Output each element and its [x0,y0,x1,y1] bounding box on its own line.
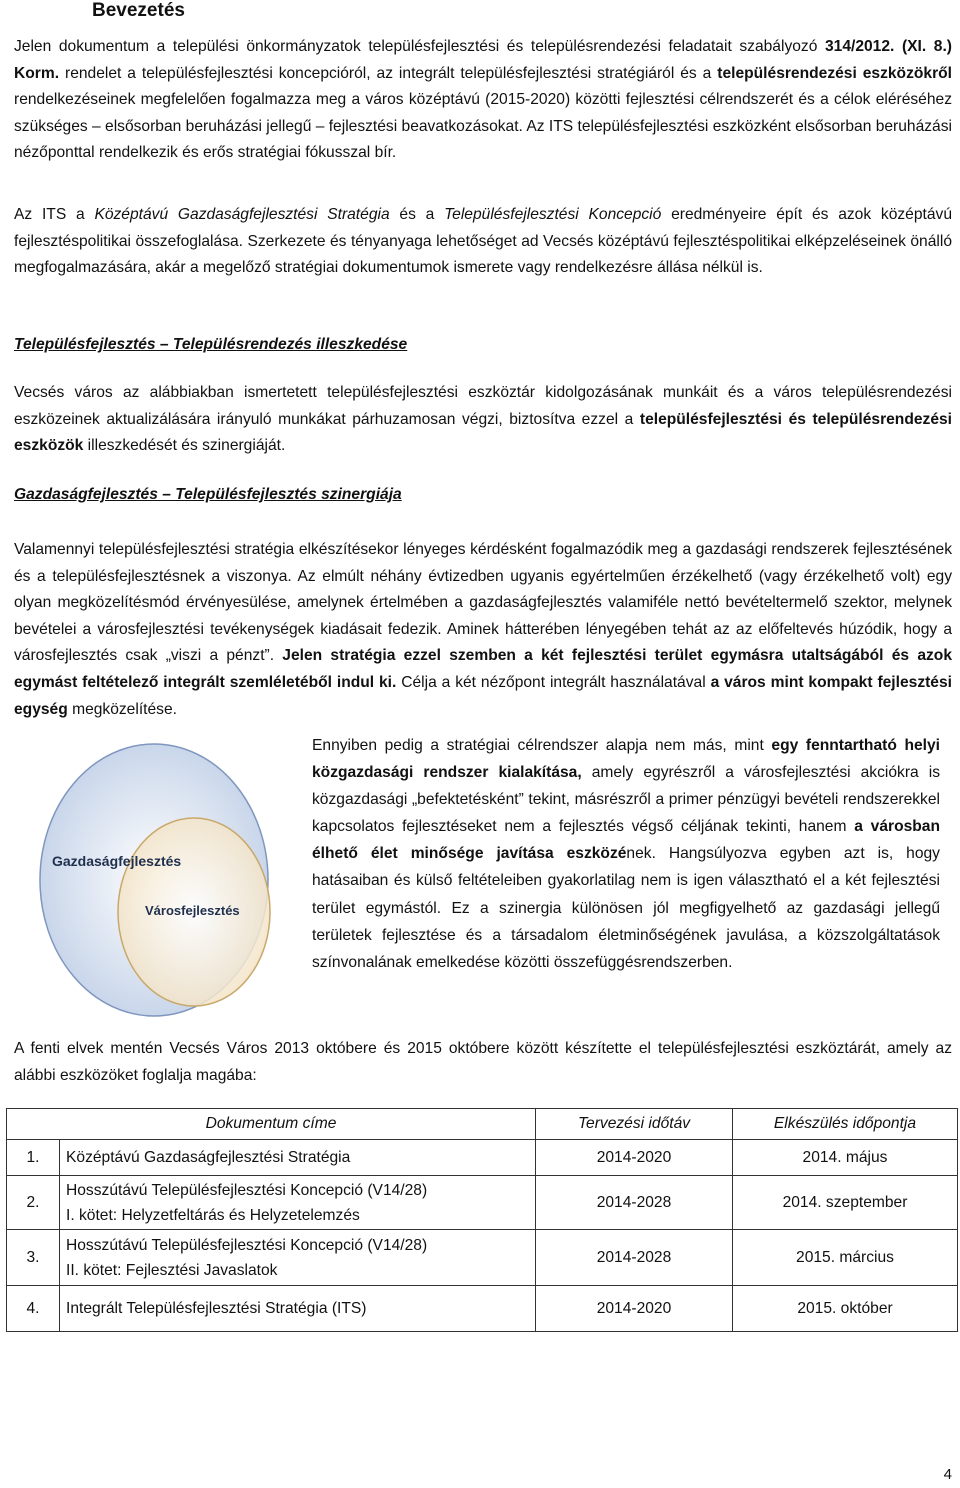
row-title-line-2: I. kötet: Helyzetfeltárás és Helyzetelemzés [66,1206,360,1224]
table-header-row [7,1109,958,1140]
table-row [7,1286,958,1332]
header-completion-date: Elkészülés időpontja [733,1109,958,1140]
row-title: Középtávú Gazdaságfejlesztési Stratégia [60,1140,536,1176]
row-number: 4. [7,1286,60,1332]
celrendszer-bold-1: egy fenntartható helyi közgazdasági rendszer kialakítása, [312,737,940,782]
row-title [60,1176,536,1230]
table-row [7,1176,958,1230]
documents-table [6,1108,958,1332]
row-number: 1. [7,1140,60,1176]
szinergia-text-1: Valamennyi településfejlesztési stratégia elkészítésekor lényeges kérdésként fogalmazódik meg a gazdasági rendszerek fejlesztésének és a településfejlesztésnek a viszonya. Az elmúlt néhány évtizedben ugyanis egyértelműen érzékelhető (vagy érzékelhető volt) egy olyan megközelítésmód érvényesülése, amelynek értelmében a gazdaságfejlesztés valamiféle nettó bevételtermelő szektor, melynek bevételei a városfejlesztési tevékenységek kiadásait fedezik. Aminek hátterében lényegében tehát az az előfeltevés húzódik, hogy a városfejlesztés csak „viszi a pénzt”. [14,541,952,665]
row-period: 2014-2020 [536,1140,733,1176]
row-title [60,1230,536,1286]
illeszkedes-paragraph [14,380,952,460]
row-date: 2014. május [733,1140,958,1176]
szinergia-text-3: megközelítése. [67,700,177,718]
intro-text-3: rendelkezéseinek megfelelően fogalmazza meg a város középtávú (2015-2020) közötti fejlesztési célrendszerét és a célok eléréséhez szükséges – elsősorban beruházási jellegű – fejlesztési beavatkozásokat. Az ITS településfejlesztési eszközként elsősorban beruházási nézőponttal rendelkezik és erős stratégiai fókusszal bír. [14,91,952,162]
section-heading: Bevezetés [92,0,185,21]
table-row [7,1140,958,1176]
row-date: 2015. március [733,1230,958,1286]
subheading-illeszkedes: Településfejlesztés – Településrendezés illeszkedése [14,336,408,353]
its-italic-2: Településfejlesztési Koncepció [444,206,662,223]
intro-bold-2: településrendezési eszközökről [717,64,952,82]
header-document-title: Dokumentum címe [7,1109,536,1140]
celrendszer-bold-2: a városban élhető élet minősége javítása eszközé [312,818,940,863]
row-period: 2014-2020 [536,1286,733,1332]
its-paragraph [14,202,952,282]
page-number: 4 [943,1466,952,1483]
row-title-line-1: Hosszútávú Településfejlesztési Koncepció (V14/28) [66,1181,428,1199]
eszkoztar-paragraph: A fenti elvek mentén Vecsés Város 2013 októbere és 2015 októbere között készítette el településfejlesztési eszköztárát, amely az alábbi eszközöket foglalja magába: [14,1040,952,1084]
its-text-1: Az ITS a [14,206,95,223]
szinergia-paragraph [14,537,952,723]
szinergia-bold-2: a város mint kompakt fejlesztési egység [14,673,952,718]
intro-text-2: rendelet a településfejlesztési koncepcióról, az integrált településfejlesztési stratégiáról és a [59,64,718,82]
row-title-line-1: Hosszútávú Településfejlesztési Koncepció (V14/28) [66,1236,428,1254]
outer-circle-label: Gazdaságfejlesztés [52,853,182,869]
row-title: Integrált Településfejlesztési Stratégia (ITS) [60,1286,536,1332]
szinergia-text-2: Célja a két nézőpont integrált használatával [396,673,711,691]
row-date: 2015. október [733,1286,958,1332]
celrendszer-text-2: amely egyrészről a városfejlesztési akciókra is közgazdasági „befektetésként” tekint, másrészről a primer pénzügyi bevételi rendszerekkel kapcsolatos fejlesztéseket nem a fejlesztés végső céljának tekinti, hanem [312,764,940,836]
szinergia-bold-1: Jelen stratégia ezzel szemben a két fejlesztési terület egymásra utaltságából és azok egymást feltételező integrált szemléletéből indul ki. [14,647,952,691]
intro-paragraph [14,34,952,167]
intro-bold-1: 314/2012. (XI. 8.) Korm. [14,38,952,82]
celrendszer-text-3: nek. Hangsúlyozva egyben azt is, hogy hatásaiban és külső feltételeiben gyakorlatilag nem is igen választható el a két fejlesztési terület egymástól. Ez a szinergia különösen jól megfigyelhető az gazdasági jellegű területek fejlesztése és a társadalom életminőségének javulása, a közszolgáltatások színvonalának emelkedése közötti összefüggésrendszerben. [312,845,940,971]
intro-text-1: Jelen dokumentum a települési önkormányzatok településfejlesztési és településrendezési feladatait szabályozó [14,38,825,55]
row-number: 3. [7,1230,60,1286]
header-planning-period: Tervezési időtáv [536,1109,733,1140]
row-title-line-2: II. kötet: Fejlesztési Javaslatok [66,1261,278,1279]
its-text-3: eredményeire épít és azok középtávú fejlesztéspolitikai összefoglalása. Szerkezete és tényanyaga lehetőséget ad Vecsés középtávú fejlesztéspolitikai elképzeléseinek önálló megfogalmazására, akár a megelőző stratégiai dokumentumok ismerete vagy rendelkezésre állása nélkül is. [14,206,953,277]
subheading-szinergia: Gazdaságfejlesztés – Településfejlesztés szinergiája [14,486,402,503]
venn-diagram [36,740,276,1020]
celrendszer-text-1: Ennyiben pedig a stratégiai célrendszer alapja nem más, mint [312,737,772,754]
row-period: 2014-2028 [536,1230,733,1286]
its-italic-1: Középtávú Gazdaságfejlesztési Stratégia [94,206,390,223]
row-period: 2014-2028 [536,1176,733,1230]
its-text-2: és a [389,206,445,223]
illeszkedes-bold: településfejlesztési és településrendezési eszközök [14,410,953,455]
celrendszer-paragraph [312,732,940,976]
table-row [7,1230,958,1286]
inner-circle-label: Városfejlesztés [145,903,240,918]
row-date: 2014. szeptember [733,1176,958,1230]
illeszkedes-text-2: illeszkedését és szinergiáját. [83,437,286,455]
illeszkedes-text-1: Vecsés város az alábbiakban ismertetett településfejlesztési eszköztár kidolgozásának munkáit és a város településrendezési eszközeinek aktualizálására irányuló munkákat párhuzamosan végzi, biztosítva ezzel a [14,384,952,428]
row-number: 2. [7,1176,60,1230]
